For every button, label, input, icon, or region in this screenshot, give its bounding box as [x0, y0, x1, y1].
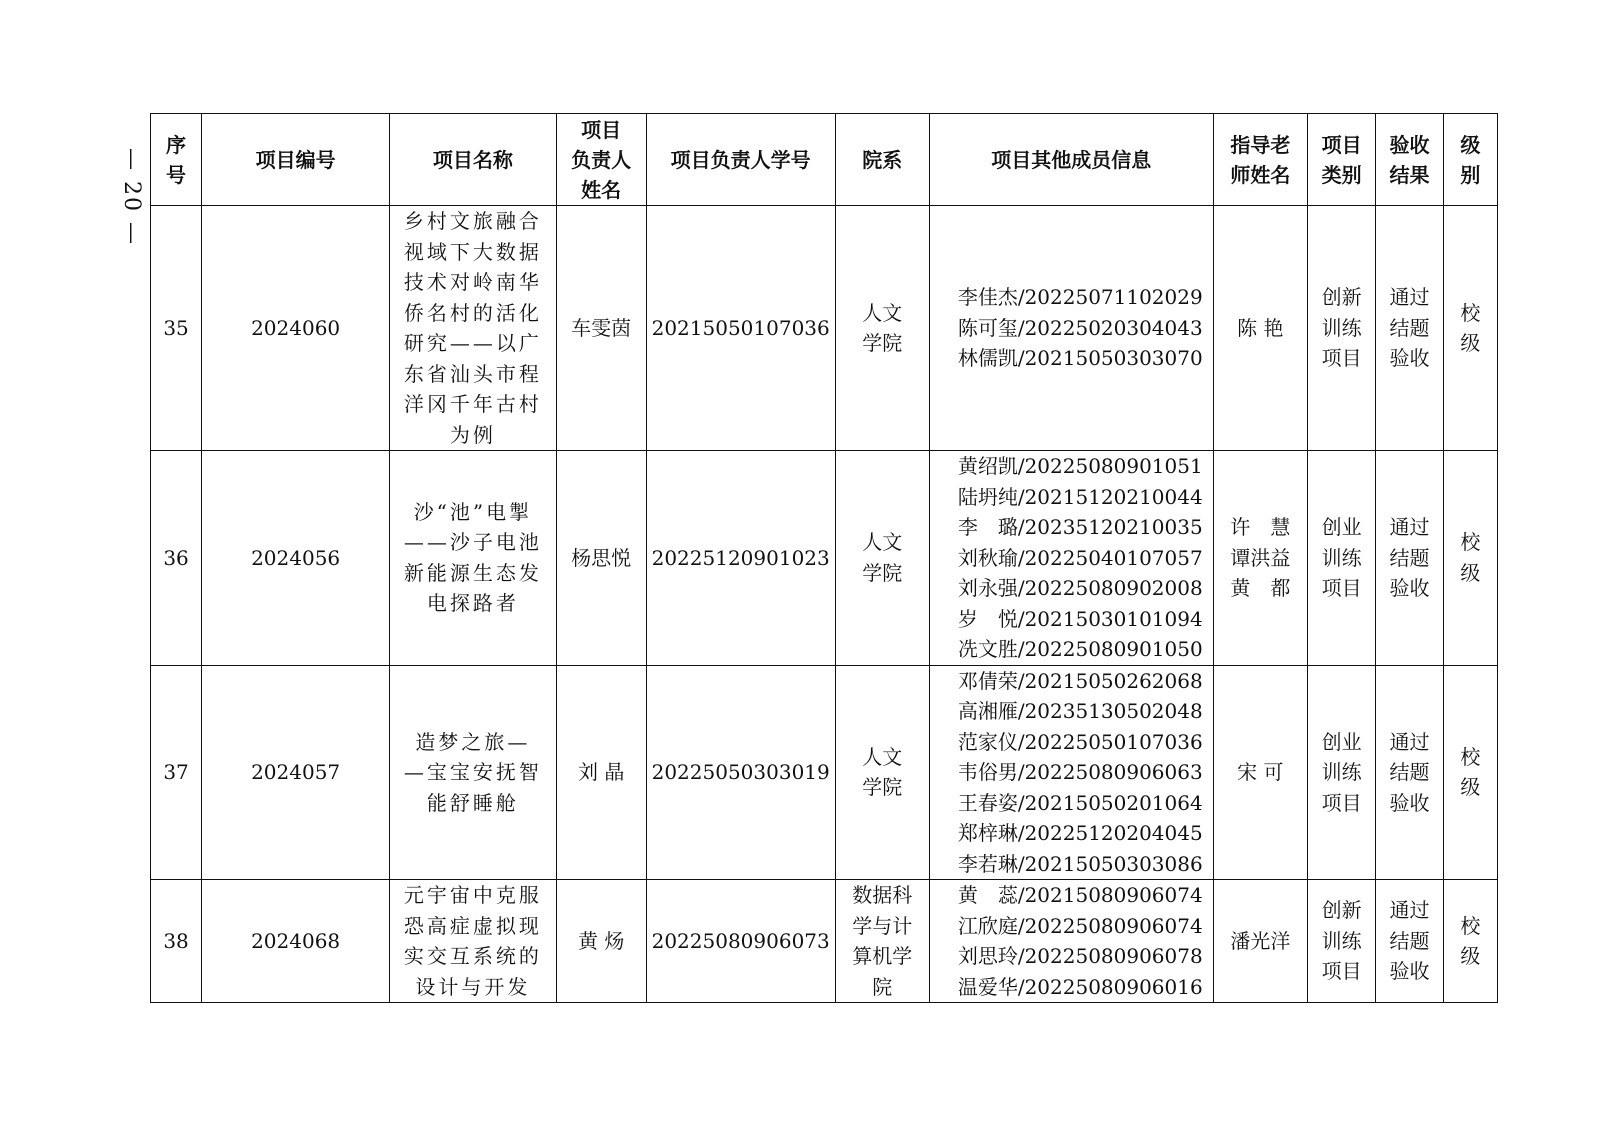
member-entry: 范家仪/20225050107036 [957, 729, 1203, 754]
project-name-text: 乡村文旅融合视域下大数据技术对岭南华侨名村的活化研究——以广东省汕头市程洋冈千年古村为例 [403, 209, 542, 447]
member-entry: 刘思玲/20225080906078 [957, 944, 1203, 968]
table-row [151, 880, 1498, 1003]
cell-level: 校 级 [1443, 451, 1497, 666]
cell-project-name [390, 206, 557, 451]
member-entry: 李佳杰/20225071102029 [957, 285, 1203, 310]
member-entry: 江欣庭/20225080906074 [957, 913, 1203, 938]
header-row [151, 114, 1498, 206]
cell-members [929, 206, 1213, 451]
cell-department: 人文 学院 [835, 665, 929, 880]
header-project-code: 项目编号 [202, 114, 390, 206]
project-name-text: 沙“池”电掣——沙子电池新能源生态发电探路者 [403, 499, 542, 616]
cell-project-name [390, 451, 557, 666]
header-result: 验收 结果 [1376, 114, 1443, 206]
member-entry: 李 璐/20235120210035 [957, 515, 1203, 539]
project-name-text: 造梦之旅— —宝宝安抚智能舒睡舱 [403, 729, 542, 815]
cell-advisor: 宋 可 [1213, 665, 1307, 880]
header-advisor: 指导老 师姓名 [1213, 114, 1307, 206]
member-entry: 刘永强/20225080902008 [957, 576, 1203, 600]
cell-leader-id: 20225050303019 [646, 665, 835, 880]
cell-leader-id: 20215050107036 [646, 206, 835, 451]
header-department: 院系 [835, 114, 929, 206]
header-leader-id: 项目负责人学号 [646, 114, 835, 206]
member-entry: 邓倩荣/20215050262068 [957, 668, 1203, 693]
cell-level: 校 级 [1443, 206, 1497, 451]
cell-advisor: 潘光洋 [1213, 880, 1307, 1003]
cell-category: 创新 训练 项目 [1307, 880, 1375, 1003]
cell-category: 创业 训练 项目 [1307, 665, 1375, 880]
table-row [151, 665, 1498, 880]
member-entry: 高湘雁/20235130502048 [957, 699, 1203, 723]
cell-project-code: 2024056 [202, 451, 390, 666]
cell-leader-name: 刘 晶 [556, 665, 646, 880]
cell-project-code: 2024068 [202, 880, 390, 1003]
member-entry: 黄绍凯/20225080901051 [957, 454, 1203, 478]
member-entry: 林儒凯/20215050303070 [957, 346, 1203, 371]
cell-project-code: 2024057 [202, 665, 390, 880]
member-entry: 冼文胜/20225080901050 [957, 637, 1203, 661]
cell-members [929, 665, 1213, 880]
cell-department: 人文 学院 [835, 206, 929, 451]
header-category: 项目 类别 [1307, 114, 1375, 206]
cell-members [929, 880, 1213, 1003]
cell-members [929, 451, 1213, 666]
header-seq: 序 号 [151, 114, 202, 206]
table-row [151, 451, 1498, 666]
cell-leader-name: 黄 炀 [556, 880, 646, 1003]
cell-result: 通过 结题 验收 [1376, 665, 1443, 880]
cell-category: 创业 训练 项目 [1307, 451, 1375, 666]
cell-department: 数据科 学与计 算机学 院 [835, 880, 929, 1003]
cell-advisor: 陈 艳 [1213, 206, 1307, 451]
cell-seq: 35 [151, 206, 202, 451]
member-entry: 韦俗男/20225080906063 [957, 760, 1203, 784]
header-leader-name: 项目 负责人 姓名 [556, 114, 646, 206]
member-entry: 郑梓琳/20225120204045 [957, 821, 1203, 845]
member-entry: 陆坍纯/20215120210044 [957, 484, 1203, 509]
member-entry: 刘秋瑜/20225040107057 [957, 545, 1203, 570]
cell-result: 通过 结题 验收 [1376, 880, 1443, 1003]
cell-leader-id: 20225080906073 [646, 880, 835, 1003]
cell-level: 校 级 [1443, 665, 1497, 880]
page-number: — 20 — [119, 148, 144, 246]
cell-seq: 36 [151, 451, 202, 666]
cell-department: 人文 学院 [835, 451, 929, 666]
cell-project-name [390, 880, 557, 1003]
member-entry: 岁 悦/20215030101094 [957, 606, 1203, 631]
cell-result: 通过 结题 验收 [1376, 451, 1443, 666]
cell-leader-id: 20225120901023 [646, 451, 835, 666]
member-entry: 黄 蕊/20215080906074 [957, 883, 1203, 907]
cell-project-code: 2024060 [202, 206, 390, 451]
header-members: 项目其他成员信息 [929, 114, 1213, 206]
cell-advisor: 许 慧 谭洪益 黄 都 [1213, 451, 1307, 666]
member-entry: 陈可玺/20225020304043 [957, 315, 1203, 340]
project-name-text: 元宇宙中克服恐高症虚拟现实交互系统的设计与开发 [403, 883, 542, 999]
cell-category: 创新 训练 项目 [1307, 206, 1375, 451]
cell-level: 校 级 [1443, 880, 1497, 1003]
project-table [150, 113, 1498, 1003]
cell-result: 通过 结题 验收 [1376, 206, 1443, 451]
header-project-name: 项目名称 [390, 114, 557, 206]
cell-leader-name: 车雯茵 [556, 206, 646, 451]
table-row [151, 206, 1498, 451]
member-entry: 温爱华/20225080906016 [957, 974, 1203, 999]
cell-seq: 38 [151, 880, 202, 1003]
member-entry: 王春姿/20215050201064 [957, 790, 1203, 815]
header-level: 级 别 [1443, 114, 1497, 206]
cell-seq: 37 [151, 665, 202, 880]
cell-project-name [390, 665, 557, 880]
member-entry: 李若琳/20215050303086 [957, 851, 1203, 876]
cell-leader-name: 杨思悦 [556, 451, 646, 666]
